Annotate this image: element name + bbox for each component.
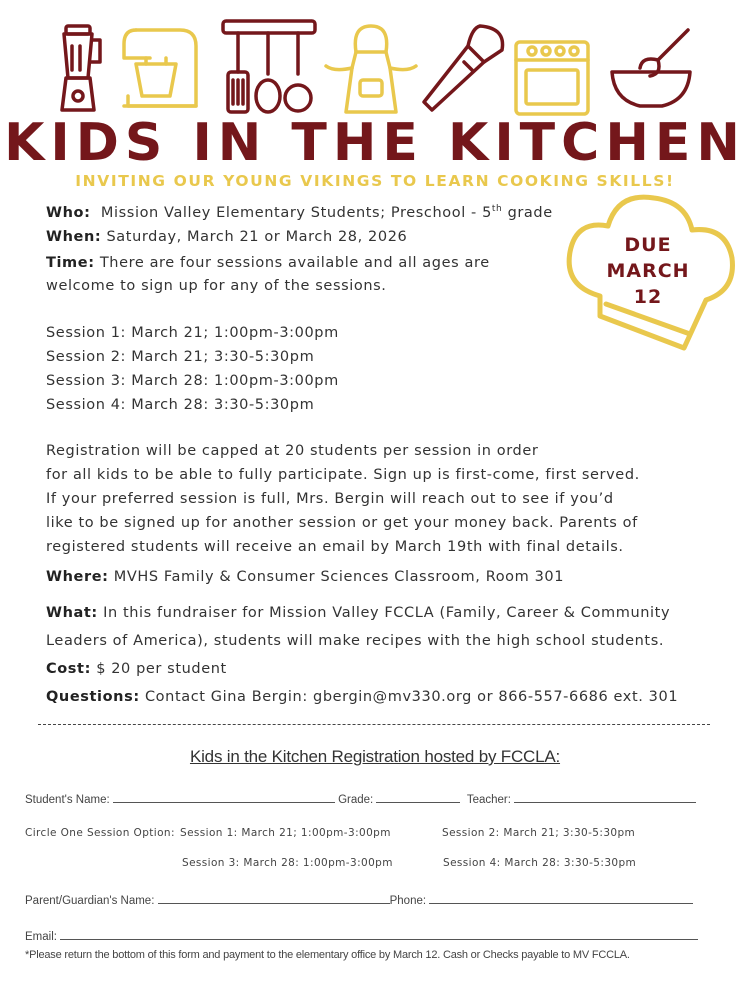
questions-value: Contact Gina Bergin: gbergin@mv330.org or 866-557-6686 ext. 301 xyxy=(144,689,679,705)
who-superscript: th xyxy=(491,204,503,214)
return-instructions: *Please return the bottom of this form and payment to the elementary office by March 12. Cash or Checks payable to MV FCCLA. xyxy=(25,949,630,961)
paragraph-line: Registration will be capped at 20 students per session in order xyxy=(46,443,539,459)
due-month: MARCH xyxy=(606,260,690,282)
session-item: Session 2: March 21; 3:30-5:30pm xyxy=(46,349,315,365)
oven-icon xyxy=(512,38,592,118)
cost-label: Cost: xyxy=(46,661,91,677)
paragraph-line: for all kids to be able to fully participate. Sign up is first-come, first served. xyxy=(46,467,640,483)
parent-name-label: Parent/Guardian's Name: xyxy=(25,895,155,907)
phone-label: Phone: xyxy=(389,895,427,907)
paragraph-line: like to be signed up for another session or get your money back. Parents of xyxy=(46,515,638,531)
who-label: Who: xyxy=(46,204,91,221)
spatula-icon xyxy=(420,22,508,114)
what-label: What: xyxy=(46,605,98,621)
parent-name-field[interactable] xyxy=(158,893,390,904)
session-option-3[interactable]: Session 3: March 28: 1:00pm-3:00pm xyxy=(182,857,393,869)
session-option-1[interactable]: Session 1: March 21; 1:00pm-3:00pm xyxy=(180,827,391,839)
apron-icon xyxy=(322,22,420,116)
session-item: Session 1: March 21; 1:00pm-3:00pm xyxy=(46,325,339,341)
who-row xyxy=(46,199,553,223)
student-name-label: Student's Name: xyxy=(25,794,110,806)
mixing-bowl-whisk-icon xyxy=(608,26,694,112)
where-value: MVHS Family & Consumer Sciences Classroom, Room 301 xyxy=(113,569,565,585)
student-name-field[interactable] xyxy=(113,792,335,803)
utensil-rack-icon xyxy=(220,18,318,116)
cost-value: $ 20 per student xyxy=(96,661,227,677)
due-date-badge xyxy=(588,232,708,310)
parent-info-row xyxy=(25,893,693,908)
session-list xyxy=(46,321,339,417)
questions-label: Questions: xyxy=(46,689,140,705)
email-row xyxy=(25,929,698,944)
paragraph-line: If your preferred session is full, Mrs. Bergin will reach out to see if you’d xyxy=(46,491,614,507)
session-item: Session 4: March 28: 3:30-5:30pm xyxy=(46,397,315,413)
teacher-field[interactable] xyxy=(514,792,696,803)
page-title: KIDS IN THE KITCHEN xyxy=(4,113,746,173)
teacher-label: Teacher: xyxy=(466,794,511,806)
who-value: Mission Valley Elementary Students; Preschool - 5 xyxy=(100,204,492,221)
cost-row xyxy=(46,659,227,679)
questions-row xyxy=(46,687,678,707)
time-row xyxy=(46,253,490,273)
paragraph-line: registered students will receive an email by March 19th with final details. xyxy=(46,539,624,555)
when-value: Saturday, March 21 or March 28, 2026 xyxy=(106,229,408,245)
where-label: Where: xyxy=(46,569,109,585)
what-value: In this fundraiser for Mission Valley FCCLA (Family, Career & Community xyxy=(103,605,671,621)
grade-label: Grade: xyxy=(338,794,374,806)
session-item: Session 3: March 28: 1:00pm-3:00pm xyxy=(46,373,339,389)
time-value: There are four sessions available and all ages are xyxy=(99,255,490,271)
form-title: Kids in the Kitchen Registration hosted by FCCLA: xyxy=(189,747,561,766)
due-label: DUE xyxy=(624,234,672,256)
time-label: Time: xyxy=(46,255,95,271)
email-label: Email: xyxy=(25,931,57,943)
cut-line-divider xyxy=(38,724,710,725)
student-info-row xyxy=(25,792,696,807)
blender-icon xyxy=(52,22,104,116)
session-option-4[interactable]: Session 4: March 28: 3:30-5:30pm xyxy=(443,857,637,869)
when-label: When: xyxy=(46,229,102,245)
email-field[interactable] xyxy=(60,929,698,940)
grade-field[interactable] xyxy=(376,792,460,803)
page-subtitle: INVITING OUR YOUNG VIKINGS TO LEARN COOKING SKILLS! xyxy=(75,172,675,190)
due-day: 12 xyxy=(633,286,663,308)
what-row xyxy=(46,603,670,623)
stand-mixer-icon xyxy=(120,26,200,110)
phone-field[interactable] xyxy=(429,893,693,904)
session-option-2[interactable]: Session 2: March 21; 3:30-5:30pm xyxy=(442,827,636,839)
where-row xyxy=(46,567,564,587)
circle-one-label: Circle One Session Option: xyxy=(25,827,175,839)
who-suffix: grade xyxy=(502,204,553,221)
time-row-continued: welcome to sign up for any of the sessions. xyxy=(46,278,387,294)
when-row xyxy=(46,227,407,247)
what-row-continued: Leaders of America), students will make recipes with the high school students. xyxy=(46,633,665,649)
registration-paragraph xyxy=(46,439,640,559)
